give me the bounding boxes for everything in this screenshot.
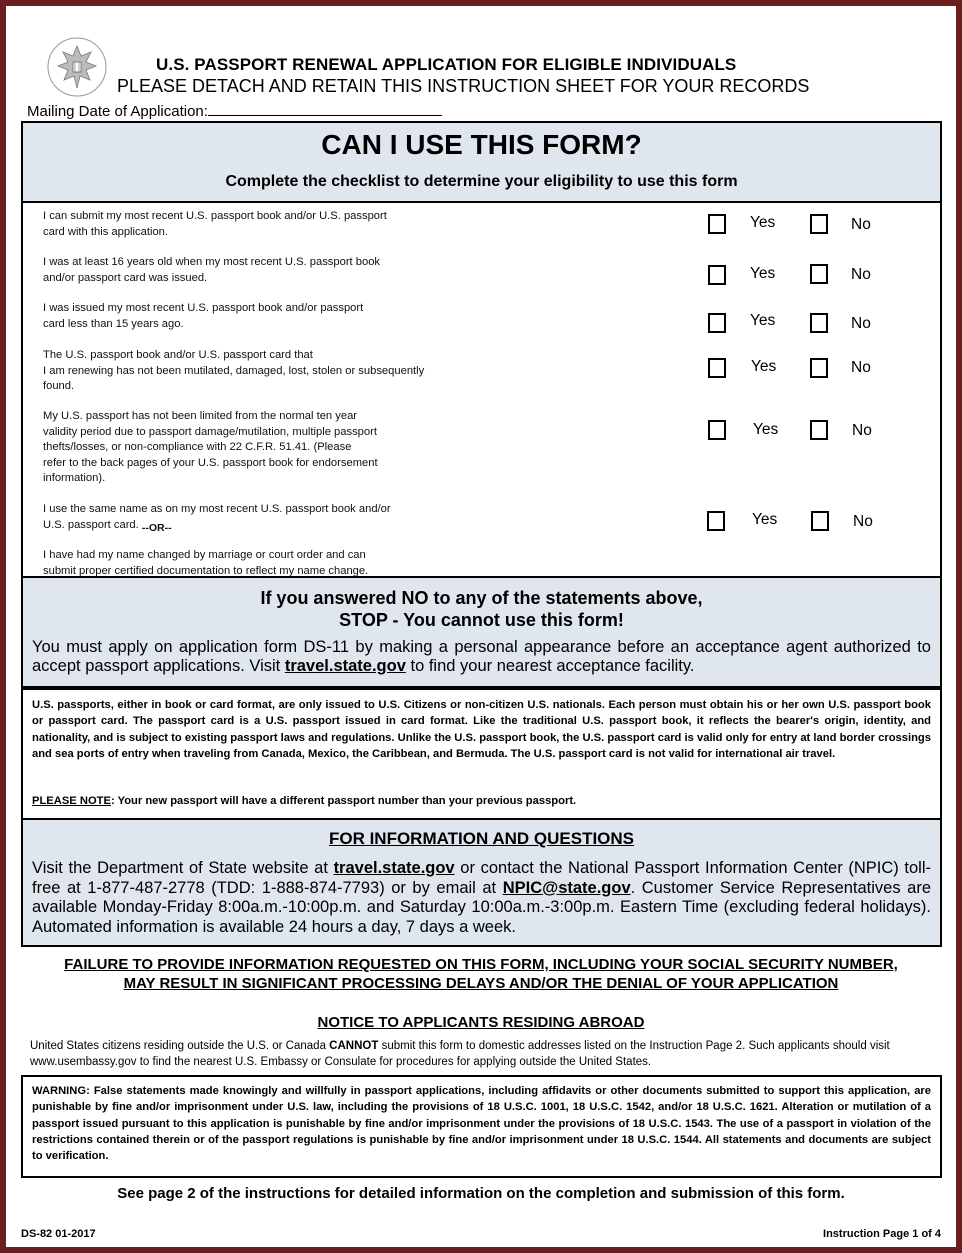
yes-label: Yes <box>751 358 777 375</box>
no-checkbox[interactable] <box>810 358 828 378</box>
statement-text: My U.S. passport has not been limited from the normal ten year <box>43 410 358 422</box>
statement-text <box>43 518 391 534</box>
yes-checkbox[interactable] <box>708 265 726 285</box>
stop-text: You must apply on application form DS-11 by making a personal appearance before an acceptance agent authorized to accept passport applications. Visit <box>32 638 931 675</box>
no-checkbox[interactable] <box>811 511 829 531</box>
statement-text: validity period due to passport damage/mutilation, multiple passport <box>43 425 377 438</box>
statement-text-part: U.S. passport card. <box>43 518 139 531</box>
no-checkbox[interactable] <box>810 420 828 440</box>
travel-state-gov-link[interactable]: travel.state.gov <box>333 859 455 877</box>
form-title: U.S. PASSPORT RENEWAL APPLICATION FOR ELIGIBLE INDIVIDUALS <box>156 55 737 74</box>
passport-info-text: U.S. passports, either in book or card format, are only issued to U.S. Citizens or non-citizen U.S. nationals. Each person must obtain his or her own U.S. passport book or passport card. The passport card is a U.S. passport issued in card format. Like the traditional U.S. passport book, it reflects the bearer's origin, identity, and nationality, and is subject to existing passport laws and regulations. Unlike the U.S. passport book, the U.S. passport card is valid only for entry at land border crossings and sea ports of entry when traveling from Canada, Mexico, the Caribbean, and Bermuda. The U.S. passport card is not valid for international air travel. <box>32 699 931 760</box>
checklist-item <box>43 255 380 286</box>
stop-notice <box>21 576 942 688</box>
failure-warning-line-1: FAILURE TO PROVIDE INFORMATION REQUESTED ON THIS FORM, INCLUDING YOUR SOCIAL SECURITY NUMBER, <box>64 956 898 973</box>
page-number: Instruction Page 1 of 4 <box>823 1228 941 1240</box>
eligibility-header <box>21 121 942 203</box>
no-label: No <box>853 513 873 530</box>
eligibility-checklist <box>21 201 942 577</box>
stop-instructions <box>32 638 931 676</box>
stop-line-1: If you answered NO to any of the statements above, <box>260 588 703 608</box>
statement-text: I was at least 16 years old when my most recent U.S. passport book <box>43 256 381 268</box>
statement-text: The U.S. passport book and/or U.S. passport card that <box>43 349 313 361</box>
no-label: No <box>851 359 871 376</box>
statement-text: found. <box>43 380 75 392</box>
statement-text: card with this application. <box>43 225 168 238</box>
cannot-emphasis: CANNOT <box>329 1040 379 1052</box>
eligibility-subtitle: Complete the checklist to determine your eligibility to use this form <box>225 173 738 190</box>
warning-text: WARNING: False statements made knowingly and willfully in passport applications, including affidavits or other documents submitted to support this application, are punishable by fine and/or imprisonment under U.S. law, including the provisions of 18 U.S.C. 1001, 18 U.S.C. 1542, and/or 18 U.S.C. 1621. Alteration or mutilation of a passport issued pursuant to this application is punishable by fine and/or imprisonment under the provisions of 18 U.S.C. 1543. The use of a passport in violation of the restrictions contained therein or of the passport regulations is punishable by fine and/or imprisonment under 18 U.S.C. 1544. All statements and documents are subject to verification. <box>32 1085 931 1163</box>
mailing-date-field[interactable] <box>27 101 442 120</box>
mailing-date-line[interactable] <box>208 101 442 116</box>
npic-email-link[interactable]: NPIC@state.gov <box>502 878 631 897</box>
stop-text: to find your nearest acceptance facility. <box>405 657 695 675</box>
mailing-date-label: Mailing Date of Application: <box>27 103 208 120</box>
questions-text: . Customer Service Representatives are available Monday-Friday 8:00a.m.-10:00p.m. and Saturday 10:00a.m.-3:00p.m. Eastern Time (excluding federal holidays). Automated information is available 24 hours a day, 7 days a week. <box>32 878 931 936</box>
yes-checkbox[interactable] <box>708 214 726 234</box>
travel-state-gov-link[interactable]: travel.state.gov <box>284 657 406 675</box>
checklist-item <box>43 301 363 332</box>
yes-checkbox[interactable] <box>708 358 726 378</box>
statement-text: submit proper certified documentation to reflect my name change. <box>43 564 369 577</box>
statement-text: I am renewing has not been mutilated, damaged, lost, stolen or subsequently <box>43 364 425 377</box>
eligibility-title: CAN I USE THIS FORM? <box>321 129 642 160</box>
stop-line-2: STOP - You cannot use this form! <box>339 610 624 630</box>
form-id: DS-82 01-2017 <box>21 1228 96 1240</box>
yes-checkbox[interactable] <box>708 313 726 333</box>
abroad-text-part: United States citizens residing outside the U.S. or Canada <box>30 1040 330 1052</box>
no-label: No <box>851 216 871 233</box>
warning-box <box>21 1075 942 1178</box>
checklist-item <box>43 348 424 395</box>
yes-label: Yes <box>752 511 778 528</box>
statement-text: card less than 15 years ago. <box>43 317 184 330</box>
questions-text: or contact the National Passport Information Center (NPIC) toll-free at 1-877-487-2778 (TDD: 1-888-874-7793) or by email at <box>32 859 931 897</box>
statement-text: I can submit my most recent U.S. passport book and/or U.S. passport <box>43 210 387 222</box>
statement-text: information). <box>43 472 106 484</box>
yes-checkbox[interactable] <box>708 420 726 440</box>
statement-text: I have had my name changed by marriage or court order and can <box>43 549 366 561</box>
form-subtitle: PLEASE DETACH AND RETAIN THIS INSTRUCTION SHEET FOR YOUR RECORDS <box>117 76 810 96</box>
no-label: No <box>851 266 871 283</box>
no-checkbox[interactable] <box>810 214 828 234</box>
statement-text: and/or passport card was issued. <box>43 271 208 284</box>
info-questions-heading: FOR INFORMATION AND QUESTIONS <box>328 829 635 848</box>
or-label: --OR-- <box>141 521 172 534</box>
checklist-item <box>43 409 378 487</box>
yes-label: Yes <box>750 265 776 282</box>
yes-label: Yes <box>753 421 779 438</box>
statement-text: I use the same name as on my most recent U.S. passport book and/or <box>43 503 391 515</box>
statement-text: I was issued my most recent U.S. passport book and/or passport <box>43 302 364 314</box>
statement-text: refer to the back pages of your U.S. passport book for endorsement <box>43 456 378 469</box>
failure-warning-line-2: MAY RESULT IN SIGNIFICANT PROCESSING DELAYS AND/OR THE DENIAL OF YOUR APPLICATION <box>123 975 839 992</box>
great-seal-icon <box>46 36 108 98</box>
info-questions-text <box>32 859 931 937</box>
yes-label: Yes <box>750 312 776 329</box>
see-page-2: See page 2 of the instructions for detailed information on the completion and submission of this form. <box>117 1185 845 1202</box>
yes-checkbox[interactable] <box>707 511 725 531</box>
no-checkbox[interactable] <box>810 264 828 284</box>
abroad-text <box>30 1038 940 1070</box>
checklist-item <box>43 209 387 240</box>
please-note-text: : Your new passport will have a different passport number than your previous passport. <box>110 795 577 807</box>
no-label: No <box>851 315 871 332</box>
passport-info <box>21 688 942 820</box>
statement-text: thefts/losses, or non-compliance with 22 C.F.R. 51.41. (Please <box>43 441 352 453</box>
no-checkbox[interactable] <box>810 313 828 333</box>
checklist-item <box>43 502 391 579</box>
questions-text: Visit the Department of State website at <box>32 859 334 877</box>
abroad-heading: NOTICE TO APPLICANTS RESIDING ABROAD <box>317 1014 645 1031</box>
yes-label: Yes <box>750 214 776 231</box>
please-note <box>32 795 576 807</box>
abroad-text-part: submit this form to domestic addresses listed on the Instruction Page 2. Such applicants should visit www.usembassy.gov to find the nearest U.S. Embassy or Consulate for procedures for applying outside the United States. <box>30 1040 890 1068</box>
no-label: No <box>852 422 872 439</box>
document-page <box>6 6 956 1247</box>
please-note-label: PLEASE NOTE <box>32 795 111 807</box>
info-questions <box>21 818 942 947</box>
